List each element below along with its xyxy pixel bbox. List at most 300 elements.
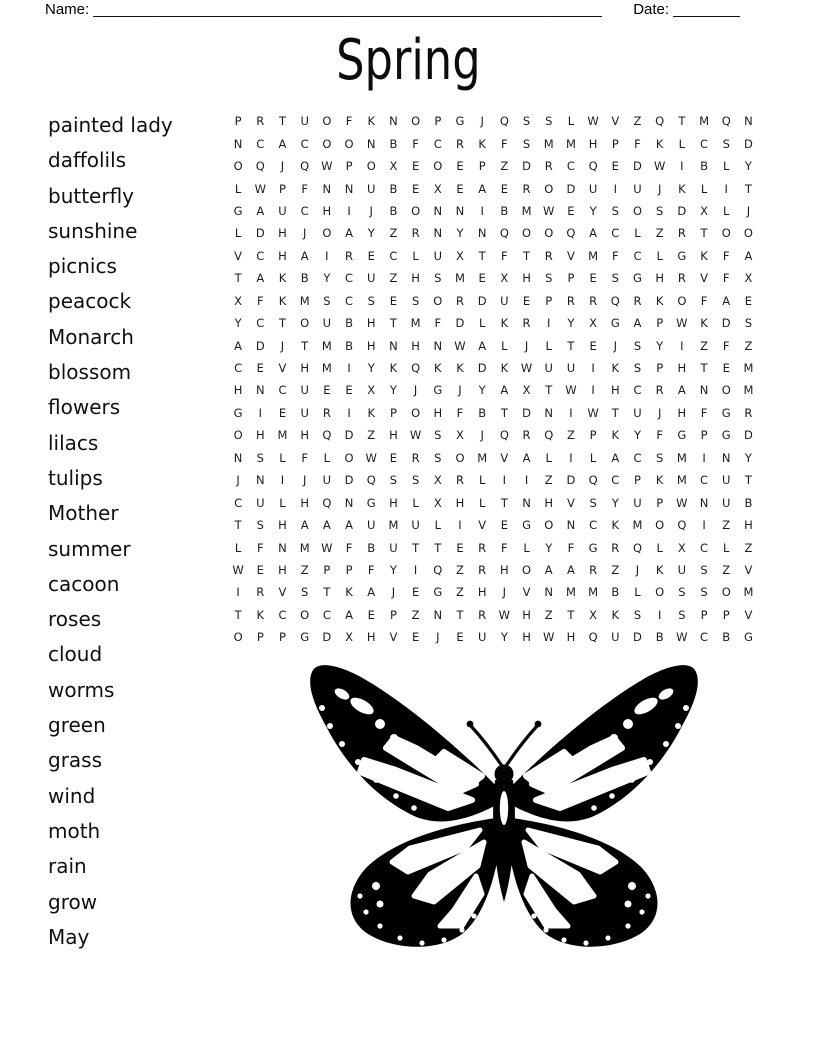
grid-letter: E xyxy=(456,630,464,645)
grid-letter: L xyxy=(634,226,641,241)
grid-letter: Z xyxy=(389,226,398,241)
grid-letter: O xyxy=(544,181,554,196)
grid-letter: I xyxy=(724,181,728,196)
grid-letter: O xyxy=(632,203,642,218)
grid-letter: N xyxy=(233,450,243,465)
grid-letter: Y xyxy=(589,203,597,218)
word-list-item: worms xyxy=(48,677,115,702)
name-blank-line: _____________________________________________________________ xyxy=(93,1,603,18)
grid-letter: U xyxy=(588,181,598,196)
grid-letter: G xyxy=(721,405,731,420)
grid-letter: U xyxy=(544,361,553,376)
grid-letter: Y xyxy=(367,361,375,376)
grid-letter: A xyxy=(345,607,353,622)
grid-letter: S xyxy=(678,607,686,622)
grid-letter: R xyxy=(411,450,420,465)
grid-letter: K xyxy=(655,293,664,308)
grid-letter: I xyxy=(325,248,329,263)
grid-letter: Z xyxy=(611,562,620,577)
grid-letter: Z xyxy=(633,114,642,129)
grid-letter: L xyxy=(234,540,242,555)
grid-letter: E xyxy=(256,562,264,577)
word-list-item: grow xyxy=(48,889,98,914)
grid-letter: A xyxy=(566,562,575,577)
grid-letter: B xyxy=(345,316,353,331)
grid-letter: H xyxy=(477,585,487,600)
word-list-item: blossom xyxy=(48,360,132,385)
grid-letter: A xyxy=(478,338,487,353)
grid-letter: R xyxy=(455,136,464,151)
grid-letter: I xyxy=(702,450,706,465)
grid-letter: I xyxy=(280,473,285,488)
grid-letter: T xyxy=(567,338,575,353)
grid-letter: C xyxy=(700,136,709,151)
grid-letter: I xyxy=(347,405,351,420)
grid-letter: L xyxy=(501,338,508,353)
word-list-item: cloud xyxy=(48,642,103,667)
grid-letter: S xyxy=(389,473,398,488)
grid-letter: S xyxy=(434,271,442,286)
grid-letter: U xyxy=(677,562,687,577)
grid-letter: C xyxy=(300,203,309,218)
grid-letter: E xyxy=(411,585,420,600)
grid-letter: A xyxy=(722,293,731,308)
grid-letter: K xyxy=(500,361,509,376)
grid-letter: Z xyxy=(456,585,464,600)
grid-letter: R xyxy=(455,293,464,308)
word-list-item: flowers xyxy=(48,395,121,420)
grid-letter: D xyxy=(477,293,487,308)
word-list-item: daffolils xyxy=(48,148,127,173)
grid-letter: J xyxy=(280,338,285,353)
grid-letter: C xyxy=(256,316,265,331)
grid-letter: S xyxy=(700,585,708,600)
grid-letter: Q xyxy=(588,630,598,645)
grid-letter: K xyxy=(700,248,708,263)
grid-letter: X xyxy=(389,159,398,174)
word-list-item: Mother xyxy=(48,501,119,526)
grid-letter: F xyxy=(501,540,508,555)
grid-letter: L xyxy=(434,518,441,533)
grid-letter: C xyxy=(234,361,243,376)
grid-letter: W xyxy=(587,114,599,129)
word-list-item: picnics xyxy=(48,254,117,279)
grid-letter: I xyxy=(613,181,617,196)
grid-letter: K xyxy=(678,181,686,196)
grid-letter: M xyxy=(543,136,554,151)
grid-letter: K xyxy=(456,361,464,376)
grid-letter: S xyxy=(589,495,597,510)
grid-letter: D xyxy=(566,473,576,488)
grid-letter: E xyxy=(389,293,398,308)
grid-letter: S xyxy=(256,450,264,465)
grid-letter: R xyxy=(633,293,642,308)
grid-letter: R xyxy=(478,607,487,622)
grid-letter: I xyxy=(680,338,684,353)
monarch-butterfly-image xyxy=(294,650,714,955)
grid-letter: C xyxy=(700,473,709,488)
grid-letter: A xyxy=(677,383,686,398)
grid-letter: G xyxy=(677,428,687,443)
grid-letter: I xyxy=(347,203,351,218)
grid-letter: T xyxy=(744,181,752,196)
word-list-item: rain xyxy=(48,854,87,879)
grid-letter: N xyxy=(344,181,354,196)
grid-letter: N xyxy=(389,114,398,129)
grid-letter: U xyxy=(322,316,332,331)
grid-letter: O xyxy=(300,607,310,622)
grid-letter: R xyxy=(544,248,553,263)
grid-letter: M xyxy=(299,293,310,308)
grid-letter: T xyxy=(478,248,486,263)
grid-letter: S xyxy=(611,271,619,286)
grid-letter: A xyxy=(611,450,620,465)
grid-letter: F xyxy=(301,181,308,196)
grid-letter: F xyxy=(434,316,442,331)
grid-letter: O xyxy=(655,585,665,600)
grid-letter: U xyxy=(722,495,731,510)
grid-letter: O xyxy=(655,518,665,533)
grid-letter: F xyxy=(611,248,619,263)
grid-letter: W xyxy=(321,540,333,555)
grid-letter: Q xyxy=(588,159,598,174)
grid-letter: P xyxy=(345,562,353,577)
grid-letter: E xyxy=(456,540,464,555)
grid-letter: Y xyxy=(234,316,242,331)
grid-letter: M xyxy=(743,585,754,600)
grid-letter: S xyxy=(434,428,442,443)
grid-letter: J xyxy=(480,114,484,129)
grid-letter: T xyxy=(678,114,686,129)
grid-letter: H xyxy=(366,338,376,353)
grid-letter: J xyxy=(413,383,418,398)
word-list-item: peacock xyxy=(48,289,132,314)
grid-letter: M xyxy=(588,585,599,600)
grid-letter: Z xyxy=(544,473,553,488)
grid-letter: O xyxy=(455,450,465,465)
word-list-item: wind xyxy=(48,783,96,808)
grid-letter: F xyxy=(367,562,375,577)
grid-letter: P xyxy=(545,293,553,308)
grid-letter: O xyxy=(721,585,731,600)
date-blank-line: ________ xyxy=(673,1,740,18)
word-list-item: cacoon xyxy=(48,571,120,596)
grid-letter: G xyxy=(588,540,598,555)
word-list-item: butterfly xyxy=(48,183,135,208)
grid-letter: S xyxy=(744,316,753,331)
grid-letter: E xyxy=(478,271,486,286)
grid-letter: O xyxy=(677,293,687,308)
grid-letter: A xyxy=(633,316,642,331)
grid-letter: M xyxy=(676,473,687,488)
grid-letter: X xyxy=(234,293,243,308)
grid-letter: V xyxy=(278,585,287,600)
grid-letter: F xyxy=(501,248,508,263)
grid-letter: Y xyxy=(656,338,664,353)
grid-letter: E xyxy=(411,181,420,196)
grid-letter: R xyxy=(566,293,575,308)
grid-letter: V xyxy=(566,495,575,510)
grid-letter: O xyxy=(344,450,354,465)
grid-letter: O xyxy=(344,136,354,151)
grid-letter: H xyxy=(522,271,531,286)
grid-letter: R xyxy=(478,540,487,555)
grid-letter: F xyxy=(456,405,464,420)
grid-letter: B xyxy=(722,630,731,645)
grid-letter: N xyxy=(433,607,443,622)
grid-letter: J xyxy=(635,562,640,577)
grid-letter: E xyxy=(522,293,531,308)
grid-letter: H xyxy=(588,136,598,151)
grid-letter: N xyxy=(699,495,709,510)
grid-letter: T xyxy=(412,540,420,555)
grid-letter: I xyxy=(657,607,662,622)
grid-letter: T xyxy=(500,495,508,510)
grid-letter: H xyxy=(677,405,687,420)
grid-letter: B xyxy=(500,203,509,218)
grid-letter: I xyxy=(258,405,262,420)
grid-letter: M xyxy=(299,540,310,555)
grid-letter: Y xyxy=(389,562,397,577)
grid-letter: D xyxy=(633,159,642,174)
grid-letter: H xyxy=(655,271,664,286)
grid-letter: J xyxy=(613,338,617,353)
grid-letter: W xyxy=(565,383,577,398)
puzzle-title-wrap xyxy=(0,28,816,93)
grid-letter: R xyxy=(455,473,464,488)
grid-letter: W xyxy=(676,495,688,510)
grid-letter: F xyxy=(345,540,353,555)
grid-letter: H xyxy=(455,495,465,510)
grid-letter: C xyxy=(633,450,642,465)
worksheet-header xyxy=(45,0,740,20)
grid-letter: J xyxy=(502,585,507,600)
grid-letter: H xyxy=(500,562,509,577)
grid-letter: A xyxy=(589,226,598,241)
grid-letter: Z xyxy=(500,159,509,174)
grid-letter: N xyxy=(544,405,554,420)
grid-letter: H xyxy=(544,495,554,510)
grid-letter: D xyxy=(255,338,265,353)
grid-letter: P xyxy=(323,562,331,577)
grid-letter: T xyxy=(545,383,553,398)
grid-letter: J xyxy=(302,226,307,241)
grid-letter: J xyxy=(436,630,440,645)
grid-letter: J xyxy=(280,159,285,174)
grid-letter: D xyxy=(721,316,731,331)
grid-letter: H xyxy=(677,361,687,376)
grid-letter: C xyxy=(389,248,398,263)
grid-letter: O xyxy=(366,159,376,174)
grid-letter: H xyxy=(411,338,420,353)
grid-letter: Y xyxy=(611,495,619,510)
grid-letter: N xyxy=(233,136,243,151)
grid-letter: G xyxy=(366,495,376,510)
grid-letter: P xyxy=(611,136,619,151)
grid-letter: O xyxy=(743,226,753,241)
grid-letter: H xyxy=(278,226,287,241)
grid-letter: N xyxy=(455,203,465,218)
grid-letter: H xyxy=(300,361,309,376)
grid-letter: A xyxy=(345,518,353,533)
grid-letter: U xyxy=(433,248,442,263)
grid-letter: T xyxy=(234,607,242,622)
grid-letter: F xyxy=(722,271,730,286)
grid-letter: K xyxy=(345,585,353,600)
name-field xyxy=(45,0,602,20)
grid-letter: H xyxy=(566,630,576,645)
grid-letter: Y xyxy=(367,226,375,241)
grid-letter: P xyxy=(656,316,664,331)
grid-letter: P xyxy=(567,271,575,286)
grid-letter: G xyxy=(433,585,443,600)
word-list-item: grass xyxy=(48,748,103,773)
grid-letter: S xyxy=(545,271,553,286)
grid-letter: A xyxy=(367,585,376,600)
grid-letter: Z xyxy=(411,607,420,622)
grid-letter: H xyxy=(522,630,531,645)
grid-letter: M xyxy=(321,361,332,376)
grid-letter: K xyxy=(278,293,287,308)
grid-letter: S xyxy=(633,338,642,353)
grid-letter: C xyxy=(278,383,287,398)
grid-letter: Y xyxy=(744,159,752,174)
grid-letter: Z xyxy=(544,607,553,622)
grid-letter: E xyxy=(278,405,287,420)
grid-letter: S xyxy=(411,293,420,308)
grid-letter: T xyxy=(500,405,508,420)
grid-letter: G xyxy=(633,271,642,286)
grid-letter: K xyxy=(278,271,287,286)
grid-letter: W xyxy=(653,159,666,174)
grid-letter: G xyxy=(433,383,443,398)
grid-letter: Z xyxy=(300,562,309,577)
grid-letter: X xyxy=(677,540,686,555)
grid-letter: U xyxy=(367,271,376,286)
grid-letter: R xyxy=(522,316,531,331)
grid-letter: R xyxy=(256,585,265,600)
grid-letter: Z xyxy=(722,562,731,577)
grid-letter: U xyxy=(477,630,487,645)
grid-letter: E xyxy=(500,518,508,533)
grid-letter: B xyxy=(478,405,487,420)
grid-letter: L xyxy=(545,450,552,465)
grid-letter: Y xyxy=(545,540,553,555)
grid-letter: S xyxy=(700,562,708,577)
grid-letter: H xyxy=(411,271,420,286)
grid-letter: W xyxy=(676,630,688,645)
grid-letter: E xyxy=(411,630,420,645)
grid-letter: C xyxy=(633,383,642,398)
grid-letter: V xyxy=(700,271,708,286)
grid-letter: H xyxy=(522,607,531,622)
grid-letter: L xyxy=(523,540,530,555)
grid-letter: V xyxy=(744,607,753,622)
grid-letter: R xyxy=(744,405,753,420)
grid-letter: W xyxy=(409,428,422,443)
grid-letter: O xyxy=(433,293,443,308)
grid-letter: E xyxy=(744,293,753,308)
grid-letter: I xyxy=(702,518,706,533)
grid-letter: G xyxy=(233,203,243,218)
grid-letter: V xyxy=(611,114,620,129)
grid-letter: S xyxy=(678,585,686,600)
grid-letter: T xyxy=(700,361,708,376)
grid-letter: K xyxy=(700,316,708,331)
grid-letter: F xyxy=(700,293,708,308)
grid-letter: P xyxy=(389,607,397,622)
grid-letter: N xyxy=(366,136,376,151)
grid-letter: E xyxy=(722,361,730,376)
grid-letter: Z xyxy=(700,338,708,353)
grid-letter: G xyxy=(455,114,465,129)
letter-grid xyxy=(227,110,760,649)
grid-letter: N xyxy=(322,181,332,196)
grid-letter: N xyxy=(744,114,753,129)
grid-letter: C xyxy=(633,248,642,263)
word-list-item: summer xyxy=(48,536,131,561)
grid-letter: F xyxy=(256,293,264,308)
grid-letter: S xyxy=(367,293,375,308)
grid-letter: F xyxy=(722,248,730,263)
grid-letter: Y xyxy=(744,450,752,465)
grid-letter: N xyxy=(433,226,443,241)
grid-letter: C xyxy=(278,607,287,622)
grid-letter: J xyxy=(657,405,662,420)
grid-letter: E xyxy=(589,338,597,353)
grid-letter: K xyxy=(655,473,664,488)
grid-letter: C xyxy=(345,293,354,308)
grid-letter: A xyxy=(478,181,487,196)
grid-letter: K xyxy=(367,114,375,129)
grid-letter: B xyxy=(744,495,753,510)
grid-letter: C xyxy=(433,136,442,151)
grid-letter: X xyxy=(433,473,442,488)
grid-letter: G xyxy=(610,316,620,331)
grid-letter: E xyxy=(256,361,264,376)
grid-letter: M xyxy=(743,361,754,376)
grid-letter: T xyxy=(301,338,309,353)
grid-letter: T xyxy=(700,226,708,241)
grid-letter: V xyxy=(278,361,287,376)
grid-letter: E xyxy=(411,159,420,174)
grid-letter: F xyxy=(301,450,308,465)
grid-letter: N xyxy=(433,338,443,353)
grid-letter: L xyxy=(656,248,663,263)
grid-letter: O xyxy=(300,316,310,331)
grid-letter: S xyxy=(256,518,264,533)
grid-letter: B xyxy=(300,271,309,286)
grid-letter: Z xyxy=(456,562,464,577)
puzzle-title: Spring xyxy=(335,28,481,93)
grid-letter: Y xyxy=(478,383,486,398)
grid-letter: Q xyxy=(655,114,665,129)
grid-letter: N xyxy=(389,338,398,353)
grid-letter: I xyxy=(413,562,418,577)
grid-letter: Q xyxy=(677,518,687,533)
grid-letter: Q xyxy=(255,159,265,174)
grid-letter: J xyxy=(458,383,462,398)
grid-letter: A xyxy=(234,338,243,353)
grid-letter: P xyxy=(478,159,486,174)
grid-letter: L xyxy=(234,226,242,241)
grid-letter: L xyxy=(279,495,286,510)
grid-letter: U xyxy=(278,203,287,218)
grid-letter: A xyxy=(500,383,509,398)
grid-letter: T xyxy=(434,540,442,555)
grid-letter: I xyxy=(591,383,595,398)
grid-letter: K xyxy=(611,518,620,533)
